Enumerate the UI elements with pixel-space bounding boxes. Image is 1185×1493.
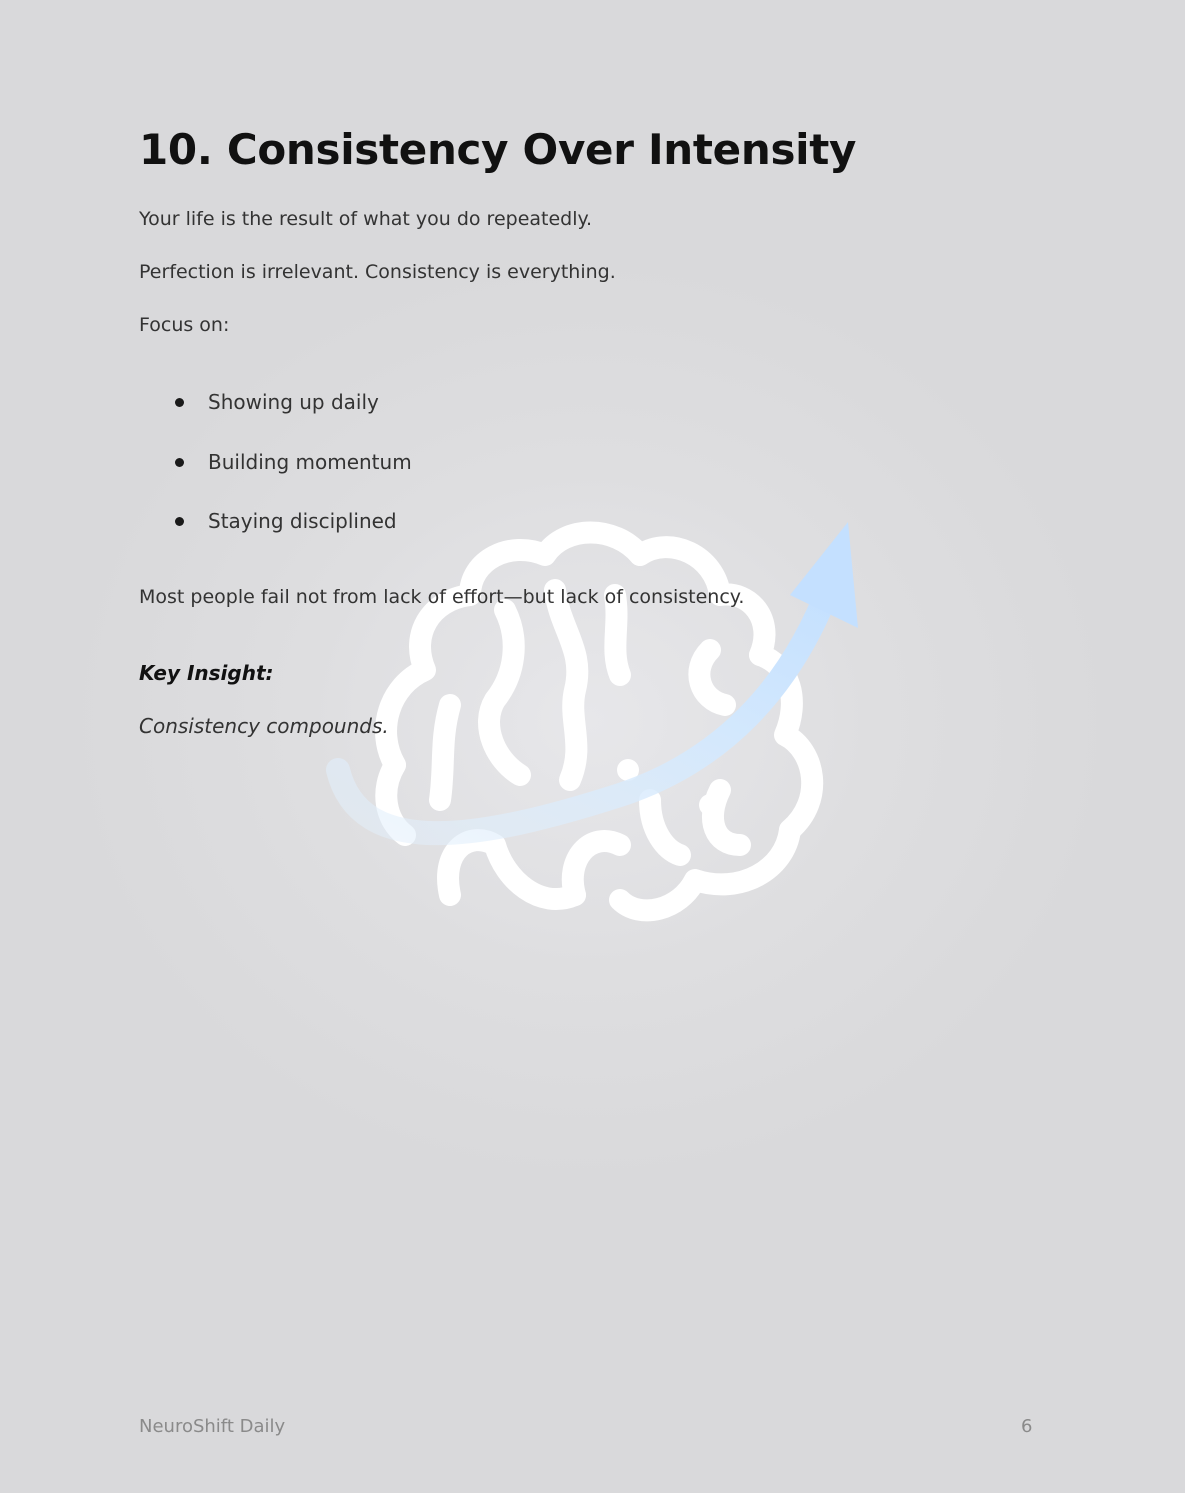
key-insight-body: Consistency compounds. (139, 714, 389, 738)
page-content (139, 120, 1059, 738)
focus-list (139, 382, 412, 561)
list-item-label: Staying disciplined (208, 509, 397, 533)
paragraph-focus: Focus on: (139, 314, 230, 336)
list-item-label: Building momentum (208, 449, 412, 474)
page-number: 6 (1021, 1416, 1033, 1437)
footer-brand: NeuroShift Daily (139, 1416, 286, 1437)
bullet-icon (175, 398, 184, 407)
bullet-icon (175, 517, 184, 526)
list-item-label: Showing up daily (208, 390, 379, 414)
list-item (139, 501, 412, 561)
paragraph-intro: Your life is the result of what you do repeatedly. (139, 208, 593, 230)
paragraph-perfection: Perfection is irrelevant. Consistency is everything. (139, 261, 616, 283)
brain-arrow-logo-icon (320, 500, 880, 950)
page-title: 10. Consistency Over Intensity (139, 125, 857, 174)
list-item (139, 442, 412, 502)
bullet-icon (175, 458, 184, 467)
list-item (139, 382, 412, 442)
key-insight-title: Key Insight: (139, 661, 274, 685)
paragraph-closing: Most people fail not from lack of effort—but lack of consistency. (139, 586, 745, 608)
